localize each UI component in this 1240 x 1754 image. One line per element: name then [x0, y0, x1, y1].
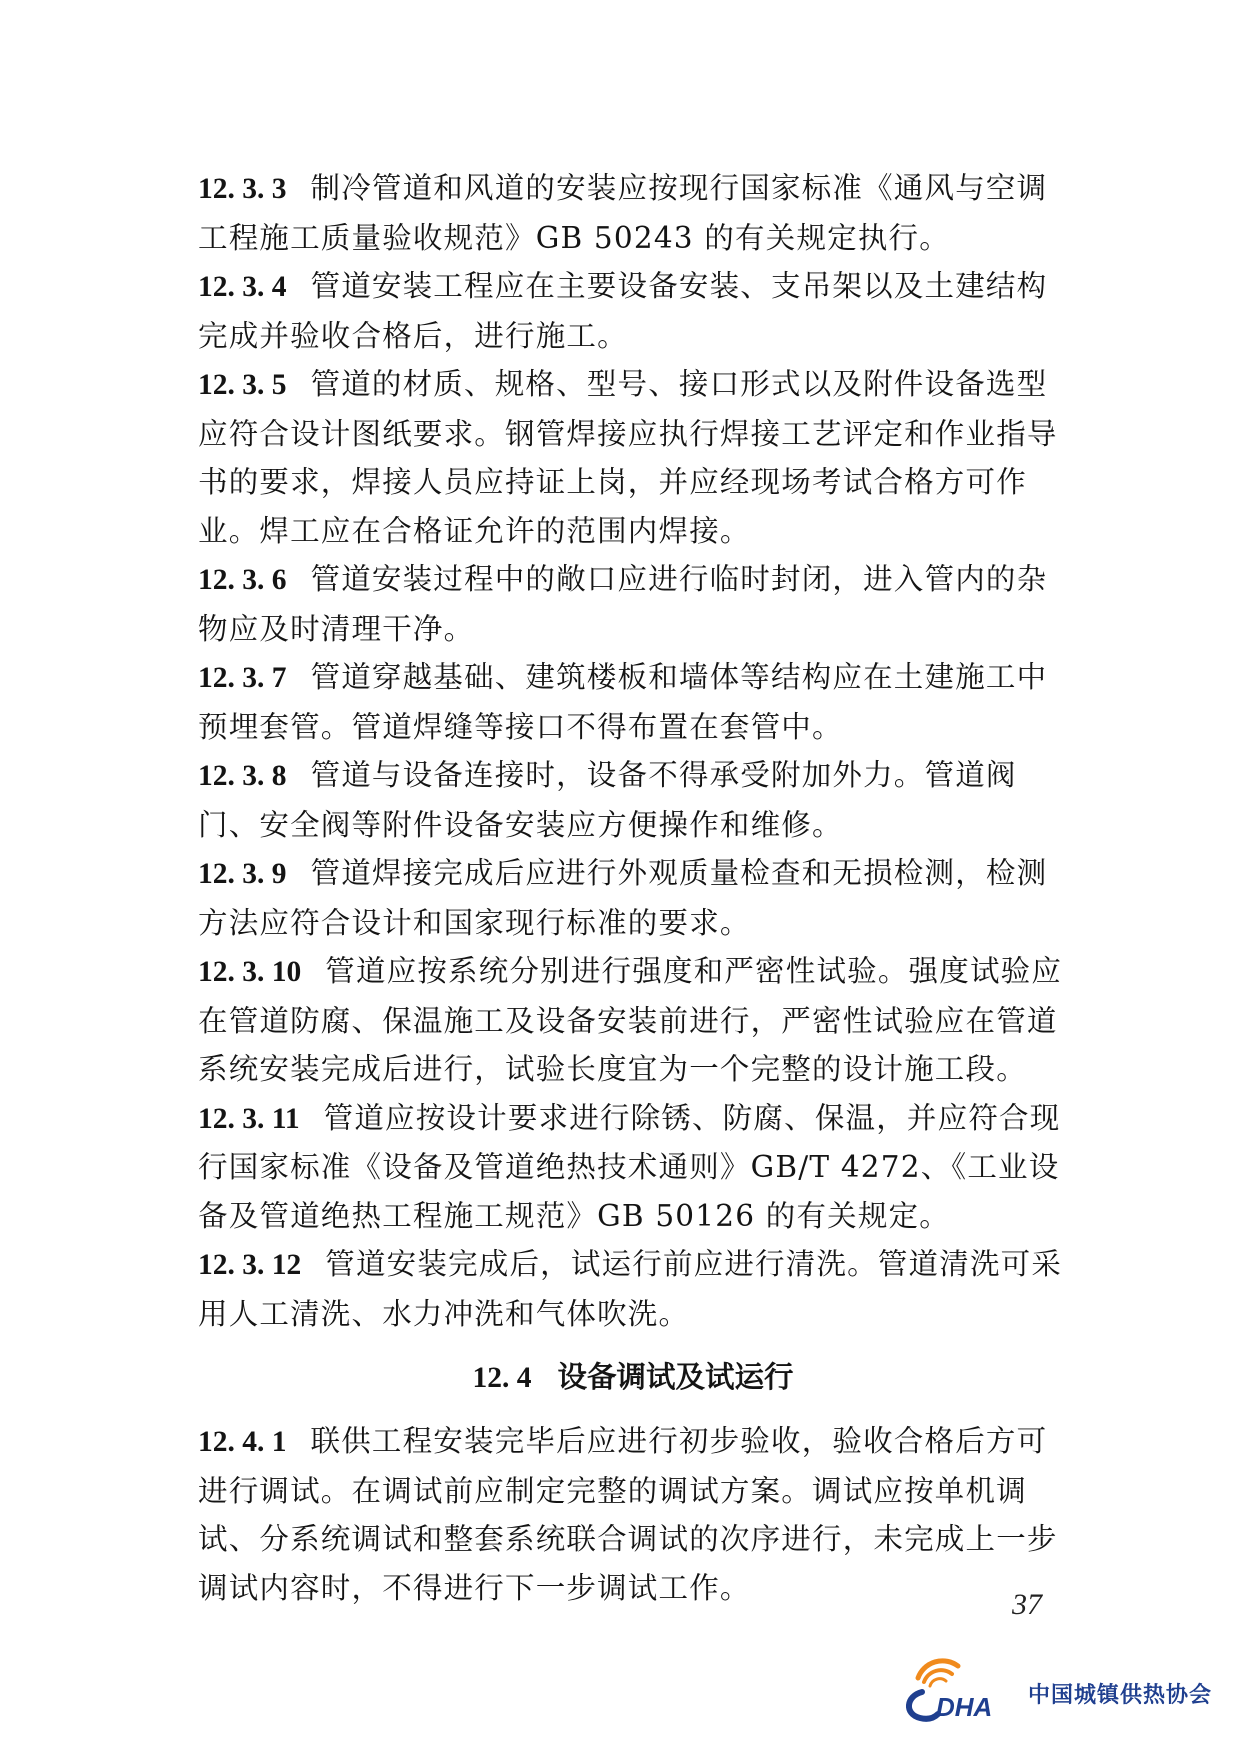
clause-text: 管道安装过程中的敞口应进行临时封闭，进入管内的杂物应及时清理干净。 — [198, 562, 1048, 646]
clause-number: 12. 3. 7 — [198, 662, 287, 694]
clause-number: 12. 3. 12 — [198, 1249, 302, 1281]
clause-12-3-4 — [198, 262, 1068, 360]
clause-12-3-12 — [198, 1240, 1068, 1338]
clause-12-3-11 — [198, 1094, 1068, 1241]
clause-text: 制冷管道和风道的安装应按现行国家标准《通风与空调工程施工质量验收规范》GB 50243 的有关规定执行。 — [198, 171, 1048, 255]
clause-12-3-9 — [198, 849, 1068, 947]
clause-text: 联供工程安装完毕后应进行初步验收，验收合格后方可进行调试。在调试前应制定完整的调试方案。调试应按单机调试、分系统调试和整套系统联合调试的次序进行，未完成上一步调试内容时，不得进行下一步调试工作。 — [198, 1424, 1058, 1605]
clause-12-3-10 — [198, 947, 1068, 1094]
section-title: 设备调试及试运行 — [557, 1359, 794, 1394]
clause-text: 管道安装工程应在主要设备安装、支吊架以及土建结构完成并验收合格后，进行施工。 — [198, 269, 1048, 353]
clause-number: 12. 3. 5 — [198, 369, 287, 401]
clause-text: 管道焊接完成后应进行外观质量检查和无损检测，检测方法应符合设计和国家现行标准的要求。 — [198, 856, 1048, 940]
clause-12-4-1 — [198, 1417, 1068, 1612]
svg-text:DHA: DHA — [936, 1692, 993, 1722]
clause-12-3-8 — [198, 751, 1068, 849]
logo-organization-name: 中国城镇供热协会 — [1028, 1683, 1213, 1708]
clause-number: 12. 3. 6 — [198, 564, 287, 596]
clause-number: 12. 3. 8 — [198, 760, 287, 792]
clause-text: 管道安装完成后，试运行前应进行清洗。管道清洗可采用人工清洗、水力冲洗和气体吹洗。 — [198, 1247, 1063, 1331]
clause-number: 12. 3. 3 — [198, 173, 287, 205]
section-heading — [198, 1348, 1068, 1407]
dha-emblem-icon — [898, 1648, 1028, 1728]
clause-number: 12. 3. 9 — [198, 858, 287, 890]
page-number: 37 — [1012, 1588, 1042, 1621]
clause-number: 12. 3. 4 — [198, 271, 287, 303]
clause-number: 12. 3. 11 — [198, 1102, 300, 1135]
clause-text: 管道的材质、规格、型号、接口形式以及附件设备选型应符合设计图纸要求。钢管焊接应执行焊接工艺评定和作业指导书的要求，焊接人员应持证上岗，并应经现场考试合格方可作业。焊工应在合格证允许的范围内焊接。 — [198, 367, 1058, 548]
clause-text: 管道穿越基础、建筑楼板和墙体等结构应在土建施工中预埋套管。管道焊缝等接口不得布置在套管中。 — [198, 660, 1048, 744]
clause-12-3-7 — [198, 653, 1068, 751]
clause-text: 管道应按系统分别进行强度和严密性试验。强度试验应在管道防腐、保温施工及设备安装前进行，严密性试验应在管道系统安装完成后进行，试验长度宜为一个完整的设计施工段。 — [198, 954, 1063, 1086]
clause-number: 12. 4. 1 — [198, 1426, 287, 1458]
clause-12-3-6 — [198, 555, 1068, 653]
clause-12-3-3 — [198, 164, 1068, 262]
dha-logo — [898, 1648, 1218, 1728]
clause-text: 管道与设备连接时，设备不得承受附加外力。管道阀门、安全阀等附件设备安装应方便操作和维修。 — [198, 758, 1017, 842]
clause-text: 管道应按设计要求进行除锈、防腐、保温，并应符合现行国家标准《设备及管道绝热技术通则》GB/T 4272、《工业设备及管道绝热工程施工规范》GB 50126 的有关规定。 — [198, 1100, 1061, 1233]
section-number: 12. 4 — [472, 1362, 532, 1394]
page-content — [198, 164, 1068, 1612]
clause-number: 12. 3. 10 — [198, 956, 302, 988]
clause-12-3-5 — [198, 360, 1068, 555]
